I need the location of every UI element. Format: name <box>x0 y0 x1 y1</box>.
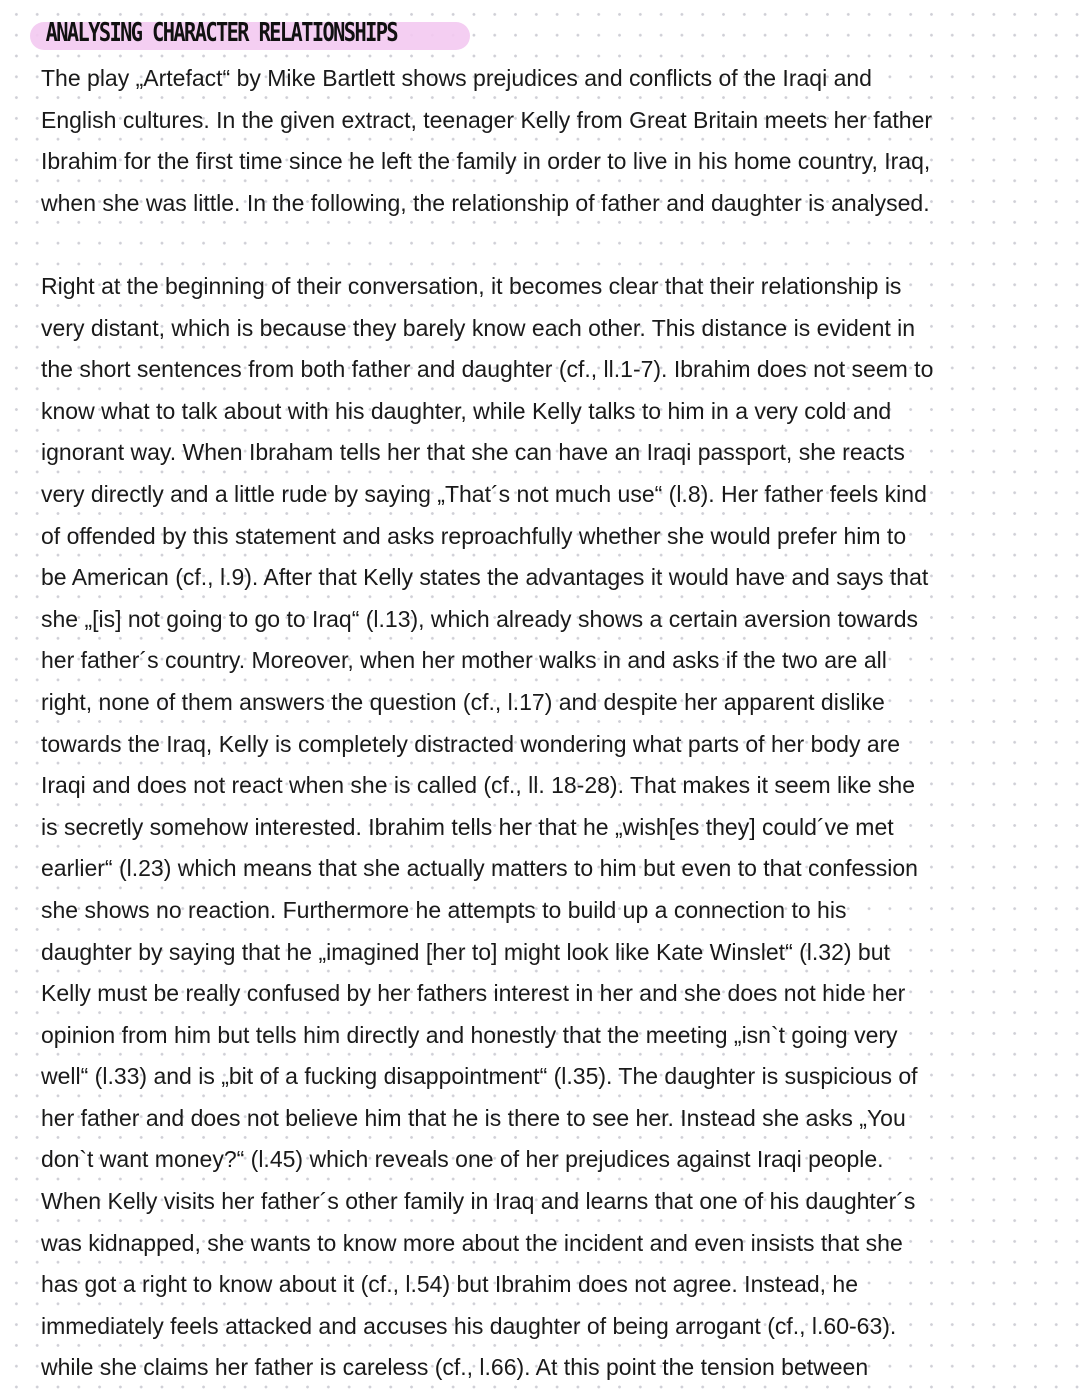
text-line: ignorant way. When Ibraham tells her that she can have an Iraqi passport, she reacts <box>41 439 905 466</box>
text-line: daughter by saying that he „imagined [her to] might look like Kate Winslet“ (l.32) but <box>41 938 890 965</box>
text-line: her father and does not believe him that he is there to see her. Instead she asks „You <box>41 1104 906 1131</box>
text-line: the short sentences from both father and daughter (cf., ll.1-7). Ibrahim does not seem to <box>41 356 934 383</box>
text-line: Kelly must be really confused by her fathers interest in her and she does not hide her <box>41 980 906 1007</box>
text-line: Iraqi and does not react when she is called (cf., ll. 18-28). That makes it seem like she <box>41 772 915 799</box>
text-line: very distant, which is because they barely know each other. This distance is evident in <box>41 314 916 341</box>
text-line: is secretly somehow interested. Ibrahim tells her that he „wish[es they] could´ve met <box>41 813 894 840</box>
text-line: Right at the beginning of their conversation, it becomes clear that their relationship is <box>41 273 902 299</box>
text-line: has got a right to know about it (cf., l.54) but Ibrahim does not agree. Instead, he <box>41 1271 858 1298</box>
text-line: right, none of them answers the question (cf., l.17) and despite her apparent dislike <box>41 688 885 715</box>
text-line: The play „Artefact“ by Mike Bartlett shows prejudices and conflicts of the Iraqi and <box>41 65 872 91</box>
text-line: opinion from him but tells him directly and honestly that the meeting „isn`t going very <box>41 1021 898 1048</box>
text-line: of offended by this statement and asks reproachfully whether she would prefer him to <box>41 522 907 549</box>
heading-container <box>30 12 501 54</box>
text-line: don`t want money?“ (l.45) which reveals one of her prejudices against Iraqi people. <box>41 1146 884 1173</box>
text-line: while she claims her father is careless (cf., l.66). At this point the tension between <box>41 1354 869 1381</box>
text-line: be American (cf., l.9). After that Kelly states the advantages it would have and says that <box>41 564 929 591</box>
intro-paragraph <box>41 58 1061 224</box>
text-line: English cultures. In the given extract, teenager Kelly from Great Britain meets her father <box>41 106 933 133</box>
text-line: well“ (l.33) and is „bit of a fucking disappointment“ (l.35). The daughter is suspicious of <box>41 1063 918 1090</box>
analysis-paragraph <box>41 266 1061 1389</box>
text-line: immediately feels attacked and accuses his daughter of being arrogant (cf., l.60-63). <box>41 1312 897 1339</box>
text-line: Ibrahim for the first time since he left the family in order to live in his home country, Iraq, <box>41 148 931 175</box>
text-line: was kidnapped, she wants to know more about the incident and even insists that she <box>41 1229 903 1256</box>
page-title: ANALYSING CHARACTER RELATIONSHIPS <box>45 18 398 48</box>
text-line: know what to talk about with his daughter, while Kelly talks to him in a very cold and <box>41 397 892 424</box>
text-line: she shows no reaction. Furthermore he attempts to build up a connection to his <box>41 896 847 923</box>
text-line: she „[is] not going to go to Iraq“ (l.13), which already shows a certain aversion towards <box>41 605 918 632</box>
text-line: her father´s country. Moreover, when her mother walks in and asks if the two are all <box>41 647 887 674</box>
text-line: earlier“ (l.23) which means that she actually matters to him but even to that confession <box>41 855 918 882</box>
text-line: when she was little. In the following, the relationship of father and daughter is analysed. <box>41 189 930 216</box>
text-line: towards the Iraq, Kelly is completely distracted wondering what parts of her body are <box>41 730 901 757</box>
text-line: When Kelly visits her father´s other family in Iraq and learns that one of his daughter´s <box>41 1188 916 1215</box>
text-line: very directly and a little rude by saying „That´s not much use“ (l.8). Her father feels kind <box>41 480 927 507</box>
